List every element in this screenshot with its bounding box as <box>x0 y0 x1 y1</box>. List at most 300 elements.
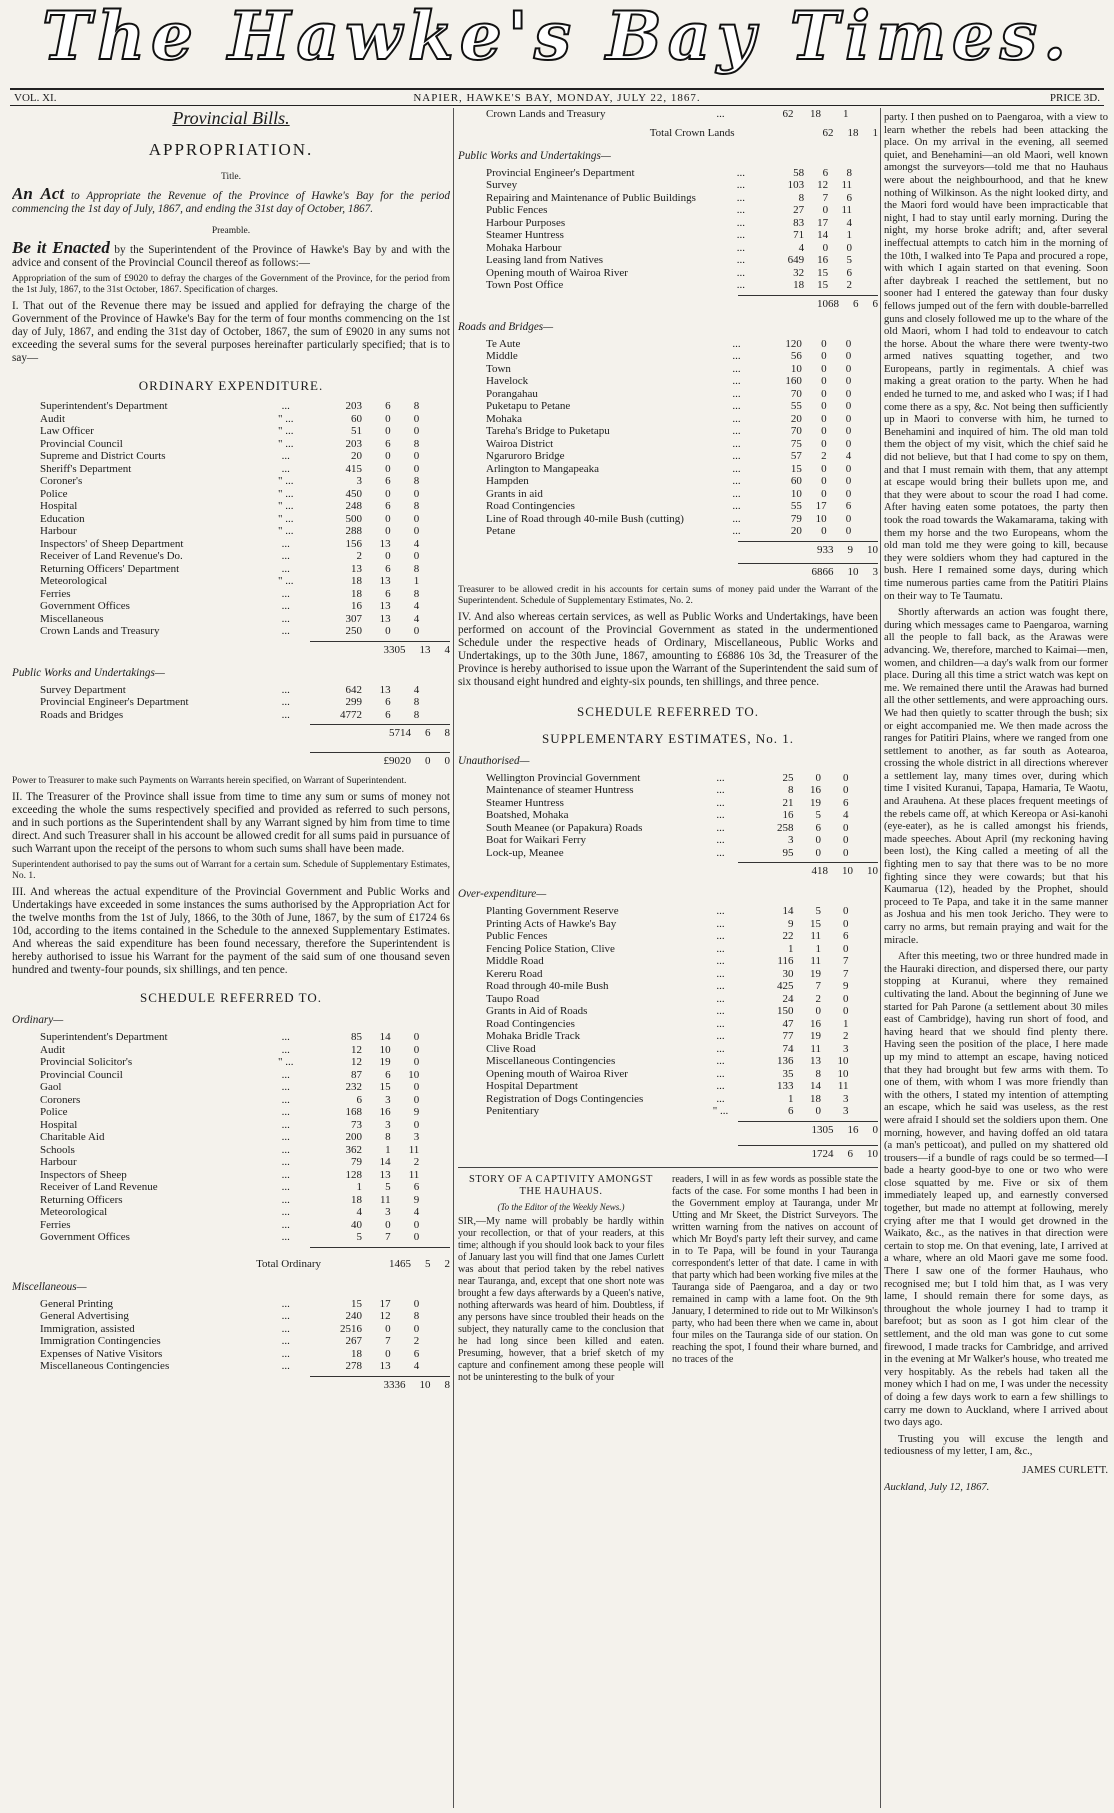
ledger-row <box>12 1310 450 1323</box>
ledger-cell-gap <box>421 709 450 722</box>
ledger-cell-n3: 7 <box>843 967 849 980</box>
ledger-cell-gap <box>421 538 450 551</box>
ledger-cell-gap <box>421 500 450 513</box>
ledger-cell-n1: 22 <box>782 930 794 942</box>
ledger-cell-item: Road Contingencies <box>486 1017 575 1030</box>
ledger-row <box>12 1231 450 1244</box>
ledger-cell-n1: 150 <box>777 1005 794 1017</box>
over-label: Over-expenditure— <box>458 888 547 900</box>
enact-lead: Be it Enacted <box>12 238 110 257</box>
ledger-row <box>12 475 450 488</box>
ledger-cell-item: Opening mouth of Wairoa River <box>486 266 628 279</box>
ledger-cell-n1: 288 <box>345 525 362 537</box>
ledger-cell-n3: 8 <box>413 587 420 600</box>
ledger-cell-n1: 12 <box>350 1056 362 1068</box>
ledger-cell-n3: 0 <box>413 1056 420 1068</box>
story <box>458 1174 878 1384</box>
ledger-cell-n1: 1 <box>356 1181 362 1193</box>
ledger-cell-n2: 8 <box>385 1131 391 1143</box>
ledger-cell-dots: ... <box>281 400 290 412</box>
ledger-cell-item: Inspectors of Sheep <box>40 1168 127 1181</box>
ledger-cell-gap <box>853 475 878 488</box>
ledger-cell-n2: 14 <box>379 1031 391 1043</box>
ledger-cell-n1: 1 <box>788 942 794 955</box>
ledger-cell-n3: 0 <box>413 1322 420 1335</box>
ledger-cell-n3: 0 <box>843 784 849 796</box>
unauth-label: Unauthorised— <box>458 754 530 767</box>
ledger-row <box>458 279 878 292</box>
ledger-cell-dots: " ... <box>277 1056 294 1068</box>
ledger-row <box>458 772 878 785</box>
ledger-cell-n1: 57 <box>790 450 802 462</box>
ledger-cell-n1: 10 <box>790 487 802 500</box>
ledger-row <box>458 980 878 993</box>
ledger-cell-dots: ... <box>716 846 725 859</box>
ledger-cell-dots: ... <box>281 1081 290 1093</box>
ledger-cell-n3: 1 <box>413 575 420 587</box>
column-1 <box>12 108 450 1808</box>
ledger-cell-item: Provincial Solicitor's <box>40 1056 133 1068</box>
ledger-cell-dots: ... <box>281 587 290 600</box>
total-rule <box>310 641 450 642</box>
ledger-cell-gap <box>421 1206 450 1219</box>
ledger-cell-n2: 7 <box>822 191 829 204</box>
ledger-row <box>458 918 878 931</box>
schedule-heading: SCHEDULE REFERRED TO. <box>577 703 759 719</box>
ledger-cell-dots: ... <box>732 525 741 537</box>
ledger-cell-n2: 0 <box>821 350 827 362</box>
ledger-cell-n2: 0 <box>815 771 821 784</box>
ledger-cell-dots: ... <box>281 696 290 708</box>
ledger-cell-n3: 0 <box>413 1031 420 1043</box>
ledger-cell-n2: 13 <box>379 1360 391 1372</box>
ledger-cell-n1: 203 <box>345 400 362 412</box>
ledger-cell-n3: 0 <box>413 550 420 562</box>
ledger-row <box>458 784 878 797</box>
story-text-b: readers, I will in as few words as possible state the facts of the case. For some months I had been in the Government employ at Tauranga, under Mr Utting and Mr Skeet, the District Surveyors. The written warning from the natives on account of which Mr Boyd's party left their survey, and came in to Te Papa, will be found in your Tauranga correspondent's letter of that date. I came in with that party which had been working five miles at the Tauranga side of Paengaroa, and a day or two remained in camp with a lame foot. On the 9th January, I determined to ride out to Mr Wilkinson's party, who had been there when we came in, about four miles on the Tauranga side of our station. On reaching the spot, I found their whare burned, and no traces of the <box>672 1173 878 1365</box>
ledger-cell-item: South Meanee (or Papakura) Roads <box>486 821 643 834</box>
ledger-cell-n2: 16 <box>810 784 821 796</box>
title-text: to Appropriate the Revenue of the Province of Hawke's Bay for the period commencing the 1st day of July, 1867, and ending the 31st day of October, 1867. <box>12 190 450 215</box>
date-place: Auckland, July 12, 1867. <box>884 1481 990 1493</box>
ledger-cell-gap <box>853 400 878 413</box>
ledger-row <box>458 229 878 242</box>
ledger-cell-n1: 87 <box>350 1068 362 1081</box>
ledger-cell-dots: ... <box>736 241 745 254</box>
ledger-cell-n2: 0 <box>815 834 821 846</box>
ledger-cell-gap <box>421 563 450 576</box>
ledger-cell-n3: 7 <box>843 955 849 967</box>
ledger-row <box>458 1043 878 1056</box>
ledger-cell-dots: " ... <box>277 487 294 500</box>
ledger-cell-n1: 128 <box>345 1168 362 1181</box>
schedule-heading: SCHEDULE REFERRED TO. <box>140 990 322 1005</box>
ledger-cell-dots: ... <box>716 1005 725 1017</box>
ledger-cell-gap <box>854 279 878 292</box>
ledger-cell-n3: 0 <box>845 512 852 525</box>
ledger-cell-n3: 0 <box>845 425 852 437</box>
ledger-cell-n2: 1 <box>385 1143 391 1156</box>
ledger-cell-n1: 16 <box>350 600 362 612</box>
ledger-cell-n1: 267 <box>345 1335 362 1347</box>
ledger-cell-item: Harbour <box>40 1156 77 1168</box>
ledger-cell-n2: 17 <box>817 216 829 229</box>
ledger-cell-n1: 15 <box>790 462 802 475</box>
ledger-cell-gap <box>854 192 878 205</box>
ledger-cell-n2: 0 <box>815 1105 821 1117</box>
ledger-cell-gap <box>421 1298 450 1311</box>
ledger-row <box>12 1323 450 1336</box>
ledger-cell-n2: 0 <box>821 362 827 375</box>
ledger-cell-n3: 4 <box>413 600 420 612</box>
ledger-cell-gap <box>853 388 878 401</box>
ledger-cell-gap <box>421 1156 450 1169</box>
volume-number: VOL. XI. <box>14 92 57 104</box>
ledger-cell-dots: ... <box>281 1322 290 1335</box>
ledger-cell-dots: ... <box>281 612 290 625</box>
ledger-cell-n3: 0 <box>413 1118 420 1131</box>
ledger-row <box>12 1144 450 1157</box>
ledger-cell-dots: ... <box>716 917 725 930</box>
ledger-row <box>458 242 878 255</box>
ledger-cell-n2: 0 <box>385 487 391 500</box>
ledger-cell-dots: ... <box>281 462 290 475</box>
ledger-cell-dots: ... <box>736 254 745 266</box>
ledger-cell-gap <box>851 1068 879 1081</box>
ledger-cell-dots: ... <box>716 809 725 821</box>
unauth-total: 418 10 10 <box>811 865 878 877</box>
ledger-cell-dots: " ... <box>277 575 294 587</box>
ledger-cell-n3: 0 <box>845 400 852 412</box>
ledger-row <box>12 525 450 538</box>
ordinary-table <box>12 400 450 638</box>
marginal-note: Power to Treasurer to make such Payments on Warrants herein specified, on Warrant of Superintendent. <box>12 776 407 786</box>
ledger-cell-n1: 85 <box>350 1031 362 1043</box>
ledger-cell-n1: 40 <box>350 1218 362 1231</box>
ledger-cell-gap <box>421 1219 450 1232</box>
ledger-cell-dots: ... <box>732 462 741 475</box>
pw-total: 1068 6 6 <box>817 297 878 310</box>
ledger-cell-dots: " ... <box>277 525 294 537</box>
ledger-cell-n3: 0 <box>413 1231 420 1243</box>
ledger-cell-dots: ... <box>281 1131 290 1143</box>
ledger-cell-n2: 6 <box>385 1068 391 1081</box>
misc-label: Miscellaneous— <box>12 1280 87 1293</box>
ledger-cell-n3: 0 <box>413 1093 420 1106</box>
ledger-cell-item: Opening mouth of Wairoa River <box>486 1067 628 1080</box>
ledger-cell-n3: 0 <box>845 412 852 425</box>
ledger-cell-n3: 8 <box>413 562 420 575</box>
ledger-cell-dots: ... <box>716 1080 725 1092</box>
ledger-row <box>458 847 878 860</box>
ledger-cell-n2: 0 <box>385 1322 391 1335</box>
ledger-row <box>12 1298 450 1311</box>
ledger-cell-item: Puketapu to Petane <box>486 400 571 412</box>
ledger-cell-item: Government Offices <box>40 600 130 612</box>
ledger-row <box>12 563 450 576</box>
ledger-row <box>458 400 878 413</box>
issue-date: NAPIER, HAWKE'S BAY, MONDAY, JULY 22, 1867. <box>413 92 701 104</box>
ledger-cell-n3: 6 <box>843 930 849 942</box>
ledger-cell-item: Te Aute <box>486 337 521 350</box>
ledger-cell-n1: 450 <box>345 487 362 500</box>
ledger-row <box>458 1055 878 1068</box>
ledger-cell-n1: 5 <box>356 1231 362 1243</box>
ledger-cell-n3: 0 <box>843 834 849 846</box>
ledger-cell-n3: 9 <box>413 1193 420 1206</box>
ledger-cell-n2: 0 <box>385 462 391 475</box>
ledger-cell-n1: 116 <box>777 955 794 967</box>
ledger-cell-dots: ... <box>732 475 741 487</box>
ledger-row <box>458 1018 878 1031</box>
ledger-cell-dots: ... <box>281 1106 290 1118</box>
ledger-cell-n2: 0 <box>385 550 391 562</box>
ledger-cell-n2: 15 <box>379 1081 391 1093</box>
ledger-cell-n3: 1 <box>843 108 849 120</box>
ledger-cell-n1: 71 <box>793 229 805 241</box>
ledger-cell-n3: 0 <box>413 450 420 462</box>
ledger-cell-n1: 232 <box>345 1081 362 1093</box>
ledger-cell-n1: 250 <box>345 625 362 637</box>
ledger-cell-n1: 8 <box>788 784 794 796</box>
ledger-cell-item: Superintendent's Department <box>40 400 168 412</box>
ledger-row <box>12 1031 450 1044</box>
ledger-cell-n2: 11 <box>810 930 821 942</box>
ledger-cell-gap <box>854 204 878 217</box>
ledger-cell-n1: 20 <box>790 525 802 537</box>
ledger-cell-item: Crown Lands and Treasury <box>486 108 606 120</box>
ledger-cell-n1: 27 <box>793 204 805 216</box>
ledger-cell-n2: 13 <box>379 1168 391 1181</box>
ledger-cell-n2: 13 <box>379 612 391 625</box>
ledger-cell-item: Harbour Purposes <box>486 216 566 229</box>
ledger-cell-n2: 0 <box>385 512 391 525</box>
ledger-cell-dots: ... <box>716 1055 725 1067</box>
ledger-row <box>458 943 878 956</box>
ledger-cell-n2: 11 <box>810 1042 821 1055</box>
ledger-cell-item: Mohaka <box>486 412 523 425</box>
ledger-cell-dots: " ... <box>277 425 294 437</box>
ledger-cell-dots: ... <box>281 537 290 550</box>
ledger-row <box>12 450 450 463</box>
ledger-row <box>458 108 878 121</box>
ledger-cell-n3: 6 <box>843 796 849 809</box>
ledger-cell-item: Education <box>40 512 85 525</box>
ledger-cell-gap <box>851 1093 879 1106</box>
ledger-cell-n3: 0 <box>843 992 849 1005</box>
ledger-cell-n3: 4 <box>413 612 420 625</box>
ledger-cell-n1: 103 <box>787 179 805 191</box>
issue-price: PRICE 3D. <box>1049 92 1100 104</box>
ledger-row <box>458 809 878 822</box>
ledger-cell-gap <box>421 1069 450 1082</box>
masthead-title: The Hawke's Bay Times. <box>41 0 1073 75</box>
ledger-cell-item: Superintendent's Department <box>40 1031 168 1043</box>
ledger-cell-n3: 0 <box>413 487 420 500</box>
ledger-cell-n2: 16 <box>810 1017 821 1030</box>
ledger-cell-gap <box>851 809 879 822</box>
ledger-cell-n1: 9 <box>788 917 794 930</box>
ledger-cell-gap <box>851 993 879 1006</box>
ledger-cell-n1: 4772 <box>339 708 362 721</box>
ledger-cell-dots: ... <box>732 400 741 412</box>
ledger-cell-gap <box>421 1348 450 1361</box>
ledger-cell-item: Clive Road <box>486 1042 536 1055</box>
ledger-cell-dots: ... <box>716 1042 725 1055</box>
ledger-cell-dots: ... <box>281 1206 290 1218</box>
ledger-cell-n2: 15 <box>817 266 829 279</box>
ledger-row <box>458 1093 878 1106</box>
ledger-cell-n2: 0 <box>385 412 391 425</box>
ledger-cell-n1: 35 <box>782 1067 794 1080</box>
ledger-cell-n3: 3 <box>843 1092 849 1105</box>
ledger-cell-gap <box>854 217 878 230</box>
grand-total: £9020 0 0 <box>383 755 450 767</box>
ledger-cell-gap <box>421 1044 450 1057</box>
ledger-cell-n1: 8 <box>798 191 805 204</box>
ledger-cell-gap <box>421 613 450 626</box>
ledger-cell-dots: ... <box>281 550 290 562</box>
ledger-cell-n3: 4 <box>843 809 849 821</box>
ledger-cell-n2: 0 <box>385 425 391 437</box>
ledger-cell-n2: 5 <box>815 809 821 821</box>
ledger-cell-dots: ... <box>716 784 725 796</box>
ledger-cell-n1: 14 <box>782 905 794 917</box>
ledger-cell-gap <box>853 375 878 388</box>
ledger-cell-n3: 4 <box>413 683 420 696</box>
pw-table <box>458 167 878 292</box>
ledger-cell-n1: 258 <box>777 821 794 834</box>
ledger-cell-n1: 278 <box>345 1360 362 1372</box>
ledger-cell-gap <box>853 338 878 351</box>
ledger-cell-n3: 1 <box>843 1017 849 1030</box>
ledger-cell-n2: 13 <box>379 600 391 612</box>
ledger-cell-gap <box>421 1360 450 1373</box>
ledger-cell-n1: 203 <box>345 437 362 450</box>
ledger-cell-dots: ... <box>732 425 741 437</box>
column-rule <box>453 108 454 1808</box>
story-continued-3: After this meeting, two or three hundred made in the Hauraki direction, and dispersed there, our party stopping at Kuranui, where they remained cultivating the land. About the beginning of June we started for Pah Parone (a settlement about 30 miles east of Cambridge), having run short of food, and having heard that we should find plenty there. Having seen the position of the place, I here made up my mind to attempt an escape, having noticed that they had brought but few arms with them. To one of them, with whom I was more friendly than with the others, I stated my intention of attempting an escape, which he said was useless, as the rest were afraid I should set the soldiers upon them. One morning, however, and having doffed an old tatara (a man's petticoat), and pulled on my shattered old trousers—if a bundle of rags could be so termed—I bade a hearty good-bye to one or two who were close squatted by me. Five or six of them immediately leaped up, and earnestly conversed together, but made no attempt at following, merely crying after me that I would get drowned in the Waikato, &c., as the natives in that direction were certain to stop me. On that evening, late, I arrived at a whare, where an old Maori gave me some food. There I saw one of the former Hauhaus, who recognised me; but I told him that, as I was very lame, I should remain there for some days, as throughout the whole journey I had to tramp it barefoot; but as soon as I got him clear of the settlement, and the old man was gone to cut some firewood, I made tracks for Cambridge, and arrived in the evening at Mr Walker's house, who treated me very hospitably. As the rebels had taken all the money which I had on me, I was under the necessity of doing a few days work to earn a few shillings to carry me down to Auckland, where I arrived about two days ago. <box>884 951 1108 1429</box>
ledger-cell-gap <box>421 1119 450 1132</box>
ledger-cell-gap <box>851 1018 879 1031</box>
ledger-cell-n3: 2 <box>413 1156 420 1168</box>
story-continued-2: Shortly afterwards an action was fought there, during which messages came to Paengaroa, warning all the people to fall back, as the Arawas were advancing. We, therefore, marched to Kaimai—men, women, and children—a day's walk from our former place. During all this time a strict watch was kept on me. We remained there until the Arawas had burned all the other settlements, and were approaching ours. We had then quietly to scatter through the bush; six or eight accompanied me. We then made across the ranges for Patitiri Plains, where we ranged from one settlement to another, as far south as Aotearoa, crossing the whole district in all directions wherever a settlement lay, many times over, during which time I visited Kuranui, Tapapa, Hamaria, Te Waotu, and Arauhena. At these places frequent meetings of the rebels came off, at which Kereopa or Asi-kanohi (eye-eater), as he is called amongst his friends, made speeches. About April (my reckoning having been lost), the King called a meeting of all the fighting men to say that there was to be no more fighting since they were cowards; but that his Kaumarua (12), headed by the Prophet, should proceed to Te Papa, and take it in the same manner as Joshua and his men took Jericho. They were to carry no arms, but remain praying and wait for the miracle. <box>884 607 1108 946</box>
ledger-cell-item: Grants in aid <box>486 487 543 500</box>
ledger-cell-n2: 7 <box>815 980 821 992</box>
ledger-cell-item: Ferries <box>40 1218 71 1231</box>
ledger-cell-item: Coroners <box>40 1093 81 1106</box>
ledger-row <box>458 438 878 451</box>
ledger-cell-gap <box>421 400 450 413</box>
ledger-cell-n3: 0 <box>843 821 849 834</box>
ledger-cell-item: Miscellaneous Contingencies <box>40 1360 170 1372</box>
roads-label: Roads and Bridges— <box>458 320 554 333</box>
ledger-cell-n2: 13 <box>379 683 391 696</box>
ledger-cell-n3: 3 <box>413 1131 420 1143</box>
ledger-cell-dots: ... <box>732 412 741 425</box>
ledger-cell-n2: 7 <box>385 1231 391 1243</box>
ledger-cell-n3: 0 <box>413 525 420 537</box>
ledger-cell-dots: ... <box>281 450 290 462</box>
ledger-cell-item: Crown Lands and Treasury <box>40 625 160 637</box>
ledger-cell-gap <box>853 513 878 526</box>
ledger-cell-gap <box>421 1323 450 1336</box>
total-ordinary: Total Ordinary 1465 5 2 <box>256 1257 450 1270</box>
ledger-cell-gap <box>851 822 879 835</box>
ledger-cell-n2: 0 <box>385 450 391 462</box>
ledger-cell-n2: 6 <box>815 821 821 834</box>
ledger-cell-gap <box>853 363 878 376</box>
ledger-cell-n2: 17 <box>815 500 827 512</box>
ledger-cell-n1: 18 <box>350 1347 362 1360</box>
ledger-cell-gap <box>421 488 450 501</box>
ledger-cell-dots: " ... <box>277 512 294 525</box>
ledger-cell-dots: " ... <box>277 412 294 425</box>
ledger-row <box>458 267 878 280</box>
ledger-cell-item: Steamer Huntress <box>486 229 564 241</box>
ledger-cell-dots: ... <box>736 279 745 291</box>
ledger-cell-item: Provincial Engineer's Department <box>40 696 189 708</box>
ledger-cell-gap <box>421 575 450 588</box>
ledger-cell-item: Gaol <box>40 1081 62 1093</box>
ledger-cell-n1: 156 <box>345 537 362 550</box>
ledger-row <box>458 1080 878 1093</box>
ledger-cell-n3: 0 <box>845 462 852 475</box>
ledger-cell-gap <box>421 525 450 538</box>
ledger-row <box>12 1069 450 1082</box>
ledger-cell-n3: 4 <box>413 1206 420 1218</box>
ledger-cell-n2: 0 <box>815 1005 821 1017</box>
ledger-cell-item: Petane <box>486 525 516 537</box>
ledger-cell-n2: 11 <box>380 1193 391 1206</box>
marginal-note: Treasurer to be allowed credit in his accounts for certain sums of money paid under the Warrant of the Superintendent. Schedule of Supplementary Estimates, No. 2. <box>458 584 878 606</box>
ledger-cell-item: Sheriff's Department <box>40 462 132 475</box>
ledger-cell-n3: 0 <box>846 241 853 254</box>
ledger-cell-n3: 10 <box>408 1068 420 1081</box>
ledger-cell-item: Supreme and District Courts <box>40 450 166 462</box>
ledger-cell-dots: ... <box>281 1231 290 1243</box>
ledger-cell-item: Havelock <box>486 375 529 387</box>
ledger-cell-n2: 11 <box>810 955 821 967</box>
ledger-cell-dots: ... <box>281 683 290 696</box>
ledger-cell-n2: 5 <box>385 1181 391 1193</box>
ledger-cell-dots: ... <box>281 708 290 721</box>
ledger-cell-n2: 8 <box>815 1067 821 1080</box>
ledger-cell-n1: 83 <box>793 216 805 229</box>
ledger-cell-n2: 5 <box>815 905 821 917</box>
ledger-cell-gap <box>421 1231 450 1244</box>
ledger-cell-gap <box>421 684 450 697</box>
ledger-cell-n2: 3 <box>385 1118 391 1131</box>
ledger-cell-n2: 6 <box>385 587 391 600</box>
ledger-row <box>458 488 878 501</box>
ledger-cell-n1: 160 <box>785 375 802 387</box>
clause-1: I. That out of the Revenue there may be issued and applied for defraying the charge of the Government of the Province of Hawke's Bay for the term of four months commencing on the 1st day of July, 1867, and ending the 31st day of October, 1867, the sum of £9020 in any sums not exceeding the several sums for the several purposes hereinafter particularly specified; that is to say— <box>12 300 450 364</box>
title-label: Title. <box>221 172 241 182</box>
ledger-row <box>12 684 450 697</box>
ledger-cell-n1: 79 <box>350 1156 362 1168</box>
ledger-row <box>458 525 878 538</box>
ledger-cell-item: Immigration, assisted <box>40 1322 135 1335</box>
ledger-cell-dots: ... <box>716 942 725 955</box>
ledger-cell-n1: 240 <box>345 1310 362 1322</box>
ledger-row <box>12 1360 450 1373</box>
ledger-cell-n1: 2 <box>356 550 362 562</box>
total-rule <box>738 1145 878 1146</box>
ledger-cell-n2: 0 <box>821 387 827 400</box>
ledger-cell-dots: ... <box>281 1193 290 1206</box>
ledger-cell-n3: 11 <box>408 1168 420 1181</box>
